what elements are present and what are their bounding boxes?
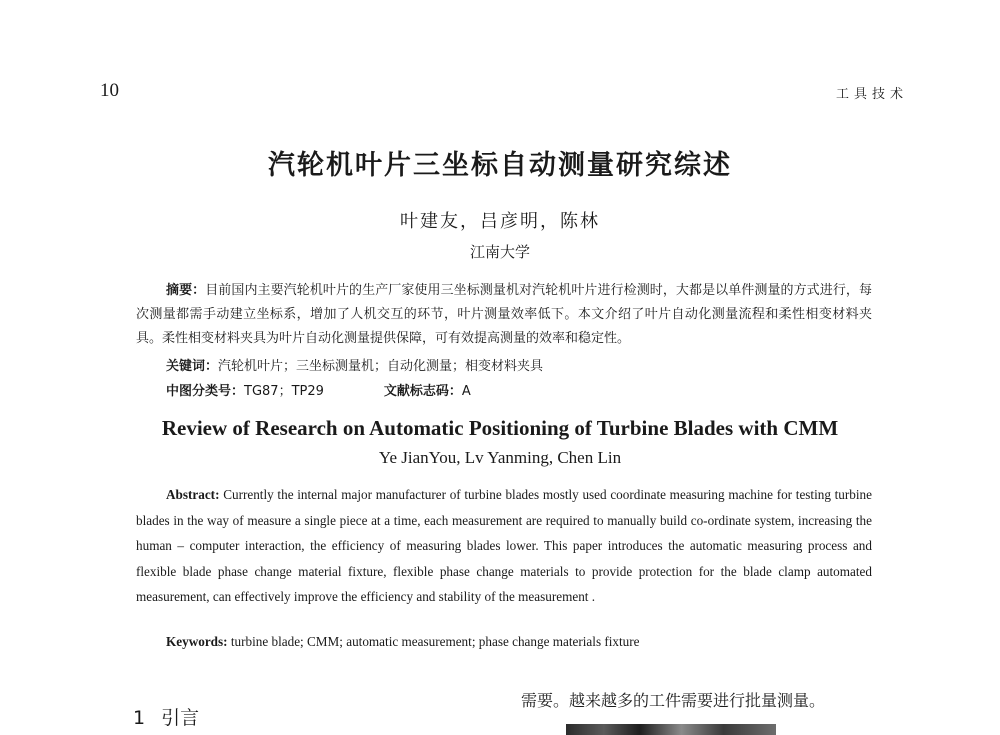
keywords-en-text: turbine blade; CMM; automatic measurement; phase change materials fixture	[230, 634, 640, 649]
paper-title-cn: 汽轮机叶片三坐标自动测量研究综述	[268, 150, 732, 181]
figure-image-edge	[566, 724, 776, 735]
affiliation-cn: 江南大学	[469, 243, 530, 261]
body-text-fragment: 需要。越来越多的工件需要进行批量测量。	[521, 691, 826, 710]
authors-en: Ye JianYou, Lv Yanming, Chen Lin	[378, 448, 622, 467]
keywords-en	[166, 634, 640, 650]
classification-label: 中图分类号：	[166, 384, 245, 399]
abstract-en-text: Currently the internal major manufacturer of turbine blades mostly used coordinate measuring machine for testing turbine blades in the way of measure a single piece at a time, each measurement are required to manually build co-ordinate system, increasing the human – computer interaction, the efficiency of measuring blades lower. This paper introduces the automatic measuring process and flexible blade phase change material fixture, flexible phase change materials to provide protection for the blade clamp automated measurement, can effectively improve the efficiency and stability of the measurement .	[136, 487, 873, 604]
classification-value: TG87；TP29	[244, 384, 324, 399]
paper-title-en: Review of Research on Automatic Positioning of Turbine Blades with CMM	[161, 416, 839, 440]
abstract-en-label: Abstract:	[166, 487, 220, 502]
keywords-cn-text: 汽轮机叶片；三坐标测量机；自动化测量；相变材料夹具	[218, 359, 544, 374]
classification-line	[166, 380, 471, 399]
keywords-en-label: Keywords:	[166, 634, 228, 649]
authors-cn: 叶建友，吕彦明，陈林	[400, 211, 600, 232]
section-title: 引言	[161, 707, 200, 729]
keywords-cn-label: 关键词：	[166, 359, 219, 374]
doc-code-value: A	[461, 384, 471, 399]
abstract-cn-label: 摘要：	[166, 283, 206, 298]
abstract-cn	[136, 279, 872, 351]
section-number: 1	[133, 707, 146, 729]
abstract-cn-text: 目前国内主要汽轮机叶片的生产厂家使用三坐标测量机对汽轮机叶片进行检测时，大都是以单件测量的方式进行，每次测量都需手动建立坐标系，增加了人机交互的环节，叶片测量效率低下。本文介绍了叶片自动化测量流程和柔性相变材料夹具。柔性相变材料夹具为叶片自动化测量提供保障，可有效提高测量的效率和稳定性。	[136, 283, 872, 346]
keywords-cn	[166, 355, 543, 374]
page-number: 10	[100, 80, 119, 101]
abstract-en	[136, 482, 872, 610]
journal-name: 工具技术	[835, 87, 908, 102]
doc-code-label: 文献标志码：	[383, 384, 462, 399]
section-heading	[133, 703, 199, 730]
